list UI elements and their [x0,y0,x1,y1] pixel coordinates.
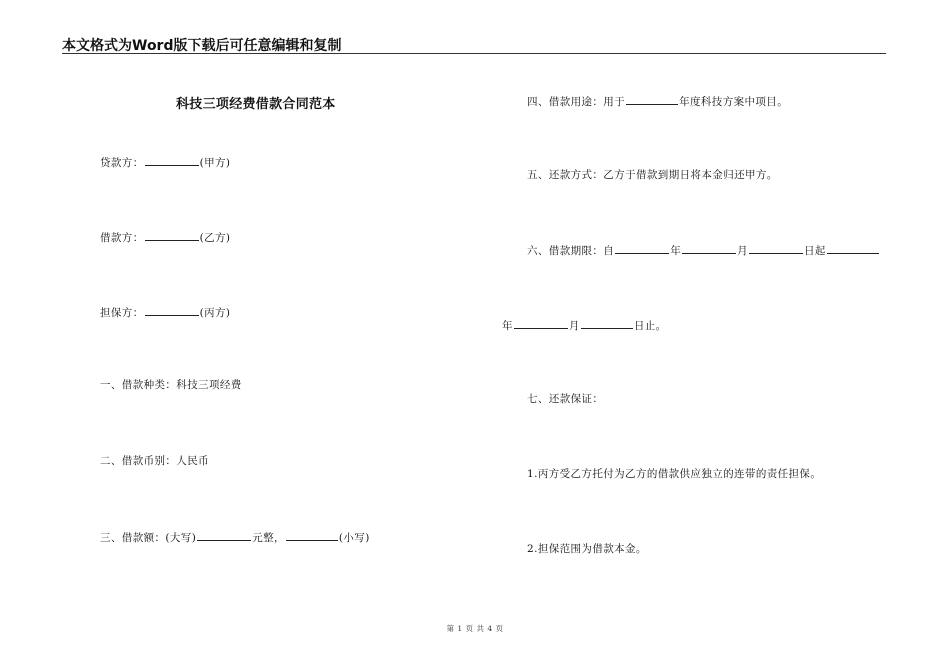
amount-middle: 元整， [252,532,285,544]
lender-role: (甲方) [199,157,231,169]
guarantor-line [100,304,230,320]
lender-line [100,154,230,170]
purpose-line [527,93,788,109]
guarantor-blank [145,304,199,316]
borrower-label: 借款方： [100,232,144,244]
purpose-blank [626,93,678,105]
term-start-year-blank [615,242,669,254]
guarantor-role: (丙方) [199,307,231,319]
repayment-method-line: 五、还款方式：乙方于借款到期日将本金归还甲方。 [527,169,778,181]
lender-blank [145,154,199,166]
term-line [527,242,880,258]
borrower-role: (乙方) [199,232,231,244]
lender-label: 贷款方： [100,157,144,169]
purpose-suffix: 年度科技方案中项目。 [679,96,789,108]
guarantor-label: 担保方： [100,307,144,319]
amount-suffix: (小写) [338,532,370,544]
term-month-label: 月 [737,245,749,257]
term-start-day-blank [749,242,803,254]
loan-type-line: 一、借款种类：科技三项经费 [100,379,242,391]
amount-words-blank [197,529,251,541]
borrower-line [100,229,230,245]
amount-prefix: 三、借款额：(大写) [100,532,197,544]
guarantee-item-2: 2.担保范围为借款本金。 [527,543,647,555]
amount-figures-blank [286,529,338,541]
term-end-day-blank [581,317,633,329]
term-year-label: 年 [670,245,682,257]
guarantee-item-1: 1.丙方受乙方托付为乙方的借款供应独立的连带的责任担保。 [527,468,822,480]
header-divider [62,53,886,54]
term-start-month-blank [682,242,736,254]
amount-line [100,529,370,545]
term-year2-label: 年 [502,320,513,332]
currency-line: 二、借款币别：人民币 [100,455,209,467]
purpose-prefix: 四、借款用途：用于 [527,96,626,108]
page-number: 第 1 页 共 4 页 [446,624,504,633]
guarantee-heading: 七、还款保证： [527,393,604,405]
term-end-line [502,317,667,333]
term-day-to-label: 日止。 [633,320,667,332]
borrower-blank [145,229,199,241]
term-prefix: 六、借款期限：自 [527,245,615,257]
term-day-from-label: 日起 [804,245,826,257]
document-title: 科技三项经费借款合同范本 [176,97,336,112]
term-end-year-blank [827,242,879,254]
term-end-month-blank [514,317,568,329]
header-title: 本文格式为Word版下载后可任意编辑和复制 [62,38,342,54]
term-month2-label: 月 [568,320,580,332]
